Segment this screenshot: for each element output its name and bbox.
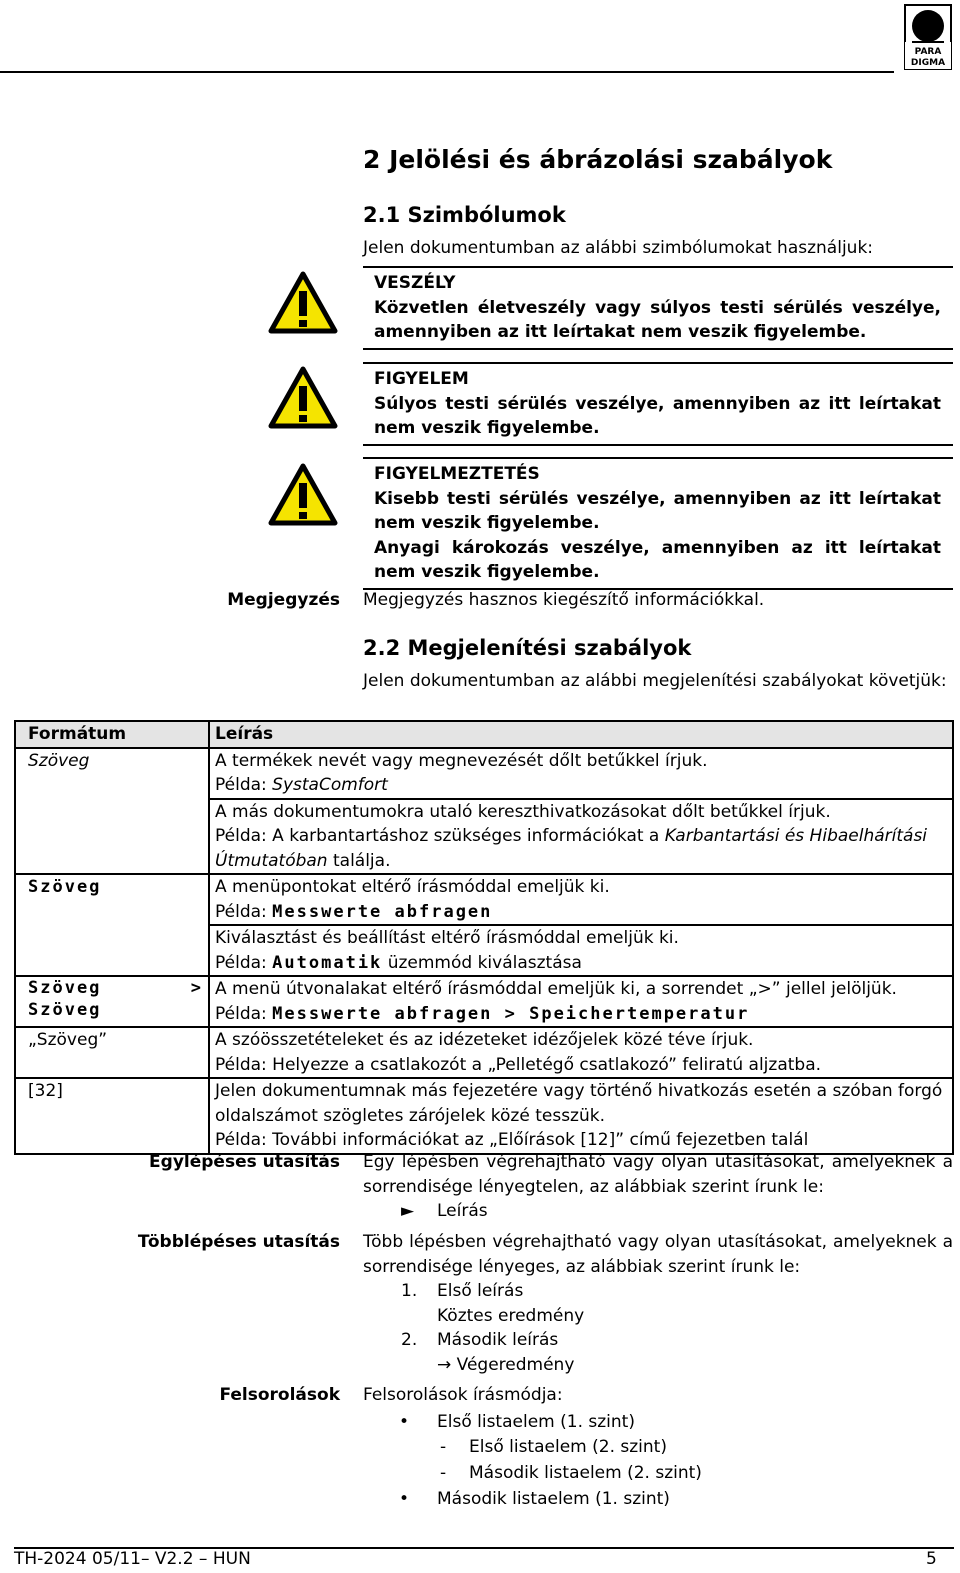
example-text [215, 1002, 947, 1027]
bullet-dot-icon: • [399, 1412, 410, 1432]
caution-box [363, 457, 953, 590]
step-text: Második leírás [437, 1330, 559, 1350]
section-title-display-rules: 2.2 Megjelenítési szabályok [363, 636, 692, 660]
warning-triangle-icon [268, 271, 338, 334]
paradigma-logo [904, 4, 952, 70]
example-prefix: Példa: [215, 1003, 273, 1024]
example-mono: Automatik [272, 952, 383, 973]
note-label: Megjegyzés [227, 590, 340, 610]
bullet-dot-icon: • [399, 1489, 410, 1509]
danger-box [363, 266, 953, 350]
format-table [14, 720, 954, 1155]
example-text [215, 900, 947, 925]
single-step-label: Egylépéses utasítás [149, 1152, 340, 1172]
page-number: 5 [926, 1549, 937, 1569]
lists-text: Felsorolások írásmódja: [363, 1385, 563, 1405]
header-rule [0, 71, 894, 73]
table-row [15, 976, 953, 1027]
example-prefix: Példa: [215, 952, 273, 973]
example-suffix: üzemmód kiválasztása [382, 952, 582, 973]
table-row [15, 1027, 953, 1078]
format-cell-italic: Szöveg [15, 748, 209, 875]
caution-text-1: Kisebb testi sérülés veszélye, amennyiben az itt leírtakat nem veszik figyelembe. [374, 488, 941, 533]
example-text: Példa: Helyezze a csatlakozót a „Pelletégő csatlakozó” feliratú aljzatba. [215, 1054, 822, 1075]
step-text: Első leírás [437, 1281, 524, 1301]
list-item-level-2: Első listaelem (2. szint) [469, 1437, 667, 1457]
format-cell-path [15, 976, 209, 1027]
format-cell-quotes: „Szöveg” [15, 1027, 209, 1078]
example-prefix: Példa: A karbantartáshoz szükséges információkat a [215, 826, 665, 846]
table-row [15, 748, 953, 799]
format-path-separator: > [190, 978, 203, 998]
warning-box [363, 362, 953, 446]
example-text [215, 824, 947, 873]
warning-triangle-icon [268, 463, 338, 526]
example-prefix: Példa: [215, 901, 273, 922]
lists-label: Felsorolások [219, 1385, 340, 1405]
description-cell [209, 1078, 953, 1154]
final-result-text: Végeredmény [456, 1355, 575, 1375]
caution-text-2: Anyagi károkozás veszélye, amennyiben az itt leírtakat nem veszik figyelembe. [374, 537, 941, 582]
description-cell [209, 799, 953, 875]
final-result [437, 1353, 574, 1378]
logo-text-2: DIGMA [910, 58, 946, 68]
single-step-item: Leírás [437, 1201, 488, 1221]
warning-triangle-icon [268, 366, 338, 429]
step-number: 2. [401, 1330, 418, 1350]
example-text: Példa: További információkat az „Előírások [12]” című fejezetben talál [215, 1130, 809, 1150]
list-item-level-1: Második listaelem (1. szint) [437, 1489, 670, 1509]
format-path-part-1: Szöveg [28, 978, 102, 998]
example-suffix: találja. [327, 850, 391, 871]
multi-step-label: Többlépéses utasítás [137, 1232, 340, 1252]
arrow-right-icon: → [437, 1355, 452, 1375]
example-mono: Messwerte abfragen > Speichertemperatur [272, 1003, 750, 1024]
format-cell-mono: Szöveg [15, 874, 209, 976]
list-item-level-1: Első listaelem (1. szint) [437, 1412, 635, 1432]
step-number: 1. [401, 1281, 418, 1301]
rule-text: A termékek nevét vagy megnevezését dőlt betűkkel írjuk. [215, 750, 708, 771]
rule-text: A más dokumentumokra utaló kereszthivatkozásokat dőlt betűkkel írjuk. [215, 801, 831, 822]
description-cell [209, 976, 953, 1027]
example-text [215, 773, 947, 798]
caution-heading: FIGYELMEZTETÉS [374, 464, 540, 484]
danger-heading: VESZÉLY [374, 273, 456, 293]
description-cell [209, 748, 953, 799]
rule-text: Jelen dokumentumnak más fejezetére vagy történő hivatkozás esetén a szóban forgó oldalszámot szögletes zárójelek közé tesszük. [215, 1081, 943, 1126]
rule-text: Kiválasztást és beállítást eltérő írásmóddal emeljük ki. [215, 928, 679, 948]
intermediate-result: Köztes eredmény [437, 1306, 585, 1326]
description-cell [209, 874, 953, 925]
example-italic: Karbantartási és Hibaelhárítási Útmutatóban [215, 826, 928, 871]
table-header-description: Leírás [209, 721, 953, 748]
logo-text-1: PARA [914, 47, 942, 57]
multi-step-text: Több lépésben végrehajtható vagy olyan utasításokat, amelyeknek a sorrendisége lényeges, az alábbiak szerint írunk le: [363, 1232, 953, 1277]
table-row [15, 874, 953, 925]
rule-text: A szóösszetételeket és az idézeteket idézőjelek közé téve írjuk. [215, 1030, 754, 1050]
description-cell [209, 1027, 953, 1078]
warning-heading: FIGYELEM [374, 369, 469, 389]
footer-doc-id: TH-2024 05/11– V2.2 – HUN [14, 1549, 251, 1569]
bullet-dash-icon: - [440, 1437, 447, 1457]
single-step-text: Egy lépésben végrehajtható vagy olyan utasításokat, amelyeknek a sorrendisége lényegtelen, az alábbiak szerint írunk le: [363, 1152, 953, 1197]
format-path-part-2: Szöveg [28, 1000, 102, 1020]
danger-text: Közvetlen életveszély vagy súlyos testi sérülés veszélye, amennyiben az itt leírtakat nem veszik figyelembe. [374, 297, 941, 342]
warning-text: Súlyos testi sérülés veszélye, amennyiben az itt leírtakat nem veszik figyelembe. [374, 393, 941, 438]
example-text [215, 951, 947, 976]
note-text: Megjegyzés hasznos kiegészítő információkkal. [363, 590, 765, 610]
single-step-bullet-icon: ► [401, 1201, 415, 1221]
bullet-dash-icon: - [440, 1463, 447, 1483]
format-cell-brackets: [32] [15, 1078, 209, 1154]
table-header-format: Formátum [15, 721, 209, 748]
example-italic: SystaComfort [272, 775, 388, 795]
description-cell [209, 925, 953, 976]
table-row [15, 1078, 953, 1154]
list-item-level-2: Második listaelem (2. szint) [469, 1463, 702, 1483]
example-prefix: Példa: [215, 775, 273, 795]
section-intro-display-rules: Jelen dokumentumban az alábbi megjelenítési szabályokat követjük: [363, 671, 947, 691]
chapter-title: 2 Jelölési és ábrázolási szabályok [363, 145, 833, 174]
table-header-row [15, 721, 953, 748]
example-mono: Messwerte abfragen [272, 901, 493, 922]
section-title-symbols: 2.1 Szimbólumok [363, 203, 566, 227]
section-intro-symbols: Jelen dokumentumban az alábbi szimbólumokat használjuk: [363, 238, 874, 258]
rule-text: A menüpontokat eltérő írásmóddal emeljük ki. [215, 877, 610, 897]
rule-text: A menü útvonalakat eltérő írásmóddal emeljük ki, a sorrendet „>” jellel jelöljük. [215, 979, 897, 999]
